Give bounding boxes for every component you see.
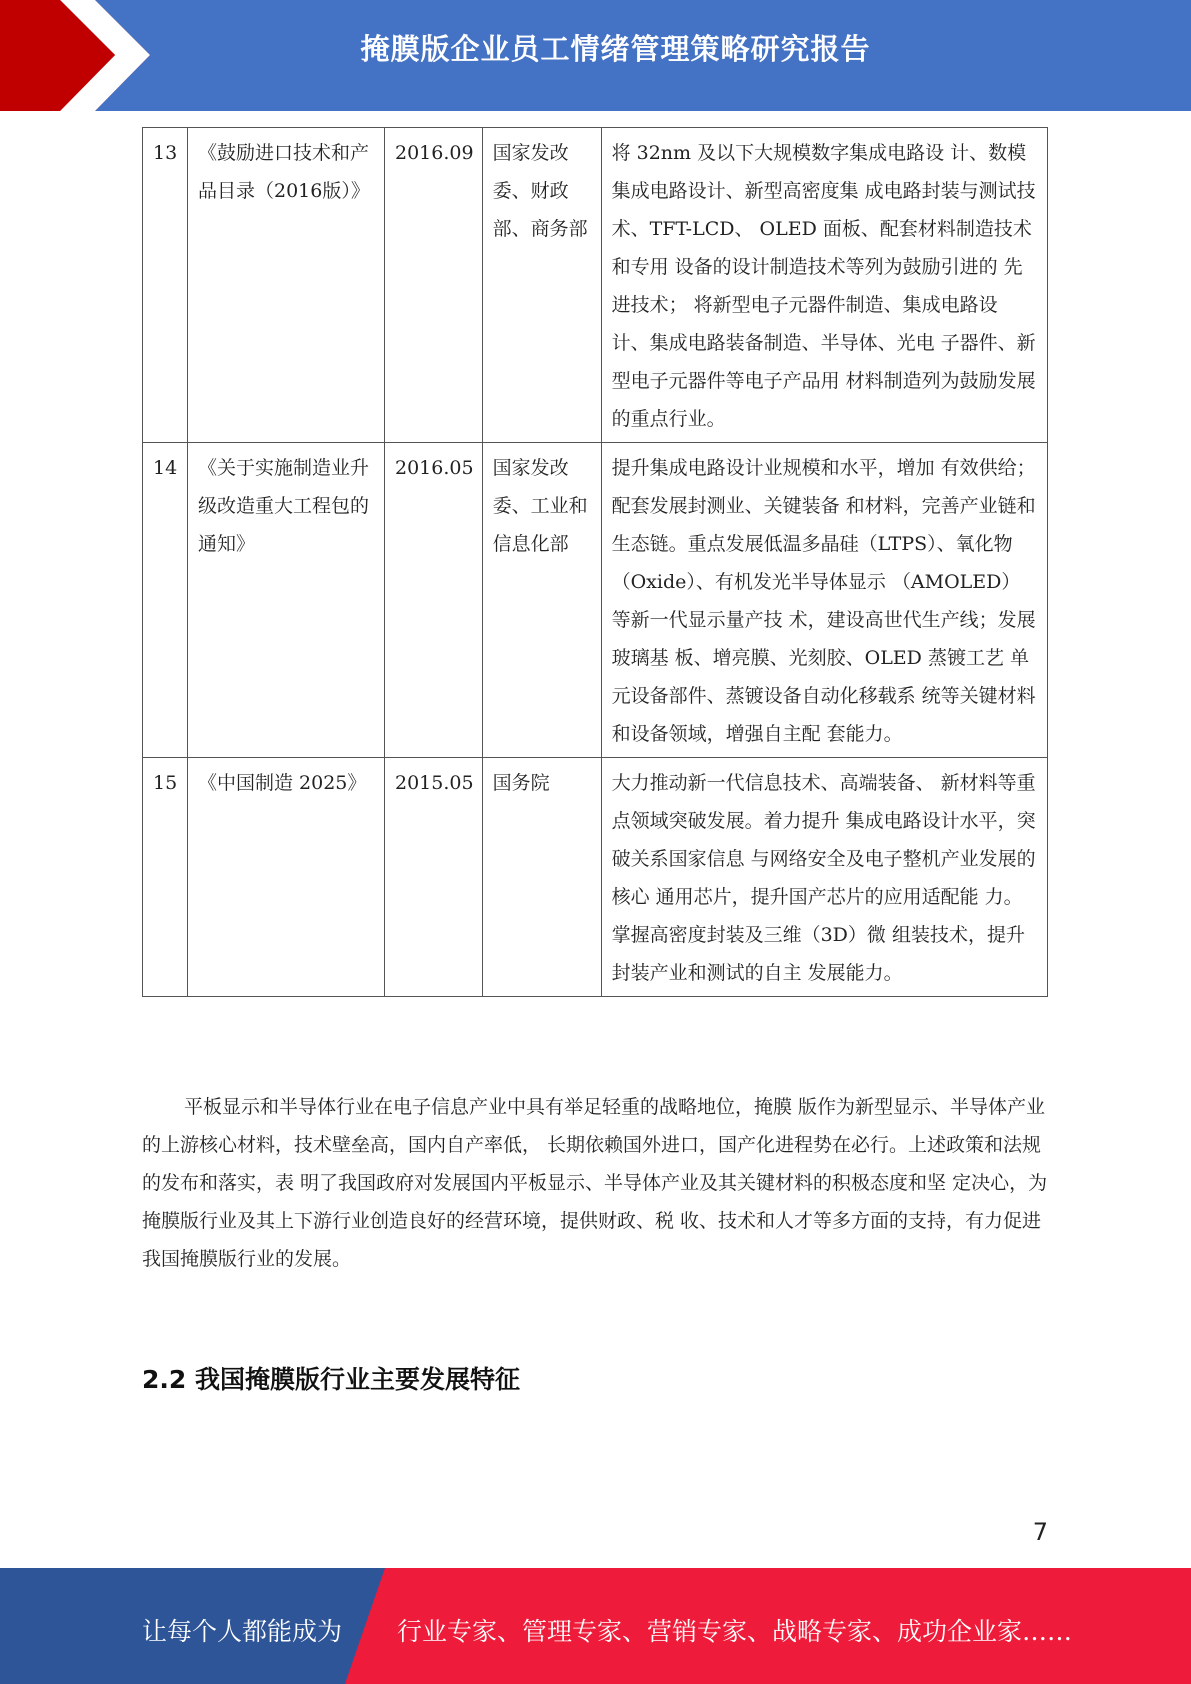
document-title: 掩膜版企业员工情绪管理策略研究报告	[360, 32, 871, 66]
page-header	[0, 0, 1191, 111]
table-row	[143, 443, 1048, 758]
footer-slogan-right: 行业专家、管理专家、营销专家、战略专家、成功企业家……	[397, 1617, 1073, 1646]
row-number: 14	[143, 443, 188, 758]
policy-date: 2016.09	[385, 128, 483, 443]
row-number: 15	[143, 758, 188, 997]
policy-date: 2015.05	[385, 758, 483, 997]
page-number: 7	[1032, 1518, 1048, 1546]
policy-content: 大力推动新一代信息技术、高端装备、 新材料等重点领域突破发展。着力提升 集成电路设计水平，突破关系国家信息 与网络安全及电子整机产业发展的核心 通用芯片，提升国产芯片的应用适配能 力。掌握高密度封装及三维（3D）微 组装技术，提升封装产业和测试的自主 发展能力。	[601, 758, 1047, 997]
policy-content: 提升集成电路设计业规模和水平，增加 有效供给；配套发展封测业、关键装备 和材料，完善产业链和生态链。重点发展低温多晶硅（LTPS）、氧化物 （Oxide）、有机发光半导体显示 （AMOLED）等新一代显示量产技 术，建设高世代生产线；发展玻璃基 板、增亮膜、光刻胶、OLED 蒸镀工艺 单元设备部件、蒸镀设备自动化移载系 统等关键材料和设备领域，增强自主配 套能力。	[601, 443, 1047, 758]
policy-table	[142, 127, 1048, 997]
issuing-body: 国务院	[482, 758, 601, 997]
body-paragraph: 平板显示和半导体行业在电子信息产业中具有举足轻重的战略地位，掩膜 版作为新型显示、半导体产业的上游核心材料，技术壁垒高，国内自产率低， 长期依赖国外进口，国产化进程势在必行。上述政策和法规的发布和落实，表 明了我国政府对发展国内平板显示、半导体产业及其关键材料的积极态度和坚 定决心，为掩膜版行业及其上下游行业创造良好的经营环境，提供财政、税 收、技术和人才等多方面的支持，有力促进我国掩膜版行业的发展。	[142, 1096, 1048, 1270]
policy-name: 《中国制造 2025》	[188, 758, 385, 997]
policy-date: 2016.05	[385, 443, 483, 758]
table-row	[143, 128, 1048, 443]
policy-name: 《关于实施制造业升级改造重大工程包的通知》	[188, 443, 385, 758]
policy-content: 将 32nm 及以下大规模数字集成电路设 计、数模集成电路设计、新型高密度集 成电路封装与测试技术、TFT-LCD、 OLED 面板、配套材料制造技术和专用 设备的设计制造技术等列为鼓励引进的 先进技术； 将新型电子元器件制造、集成电路设 计、集成电路装备制造、半导体、光电 子器件、新型电子元器件等电子产品用 材料制造列为鼓励发展的重点行业。	[601, 128, 1047, 443]
row-number: 13	[143, 128, 188, 443]
section-heading: 2.2 我国掩膜版行业主要发展特征	[142, 1365, 520, 1394]
issuing-body: 国家发改委、财政部、商务部	[482, 128, 601, 443]
page-footer	[0, 1568, 1191, 1684]
policy-name: 《鼓励进口技术和产品目录（2016版）》	[188, 128, 385, 443]
table-row	[143, 758, 1048, 997]
issuing-body: 国家发改委、工业和信息化部	[482, 443, 601, 758]
footer-slogan-left: 让每个人都能成为	[142, 1617, 343, 1646]
